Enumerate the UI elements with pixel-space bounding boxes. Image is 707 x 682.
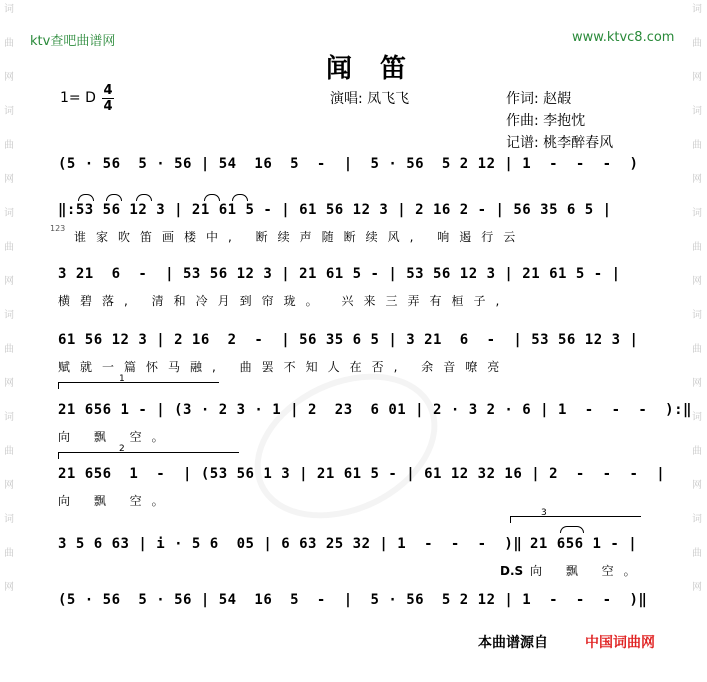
side-watermark-char: 曲 xyxy=(4,242,14,253)
slur-arc xyxy=(560,526,584,533)
side-watermark-char: 词 xyxy=(692,208,702,219)
side-watermark-char: 词 xyxy=(4,208,14,219)
score-row-4-notes: 61 56 12 3 | 2 16 2 - | 56 35 6 5 | 3 21 6 - | 53 56 12 3 | xyxy=(58,332,639,348)
score-row-4-lyrics: 赋就一篇怀马融, 曲罢不知人在否, 余音嘹亮 xyxy=(58,360,510,374)
side-watermark-char: 词 xyxy=(4,310,14,321)
side-watermark-char: 曲 xyxy=(692,140,702,151)
time-sig-bottom: 4 xyxy=(103,99,113,114)
volta-3-bracket xyxy=(510,508,641,523)
score-row-5-lyrics: 向 飘 空。 xyxy=(58,430,174,444)
side-watermark-char: 网 xyxy=(4,72,14,83)
side-watermark-char: 曲 xyxy=(692,344,702,355)
slur-arc xyxy=(78,194,94,201)
site-left-label[interactable]: ktv查吧曲谱网 xyxy=(30,34,116,49)
lyricist-credit: 作词: 赵嘏 xyxy=(506,91,572,107)
side-watermark-char: 词 xyxy=(4,514,14,525)
side-watermark-char: 网 xyxy=(4,276,14,287)
slur-arc xyxy=(136,194,152,201)
volta-1-bracket xyxy=(58,374,219,389)
side-watermark-char: 网 xyxy=(4,582,14,593)
side-watermark-char: 曲 xyxy=(4,446,14,457)
side-watermark-char: 词 xyxy=(692,412,702,423)
side-watermark-char: 网 xyxy=(692,72,702,83)
slur-arc xyxy=(232,194,248,201)
side-watermark-char: 词 xyxy=(4,106,14,117)
slur-arc xyxy=(106,194,122,201)
repeat-marker: 123 xyxy=(50,224,66,233)
score-row-5-notes: 21 656 1 - | (3 · 2 3 · 1 | 2 23 6 01 | 2 · 3 2 · 6 | 1 - - - ):‖ xyxy=(58,402,692,418)
site-right-label[interactable]: www.ktvc8.com xyxy=(572,30,675,45)
song-title: 闻笛 xyxy=(326,54,435,84)
side-watermark-char: 词 xyxy=(692,106,702,117)
score-row-1: (5 · 56 5 · 56 | 54 16 5 - | 5 · 56 5 2 12 | 1 - - - ) xyxy=(58,156,639,172)
score-row-6-notes: 21 656 1 - | (53 56 1 3 | 21 61 5 - | 61 12 32 16 | 2 - - - | xyxy=(58,466,666,482)
dal-segno-mark: D.S xyxy=(500,564,524,578)
side-watermark-char: 词 xyxy=(4,4,14,15)
side-watermark-char: 曲 xyxy=(692,446,702,457)
side-watermark-char: 网 xyxy=(692,480,702,491)
side-watermark-char: 网 xyxy=(692,276,702,287)
score-row-2-lyrics: 谁家吹笛画楼中, 断续声随断续风, 响遏行云 xyxy=(74,230,526,244)
volta-2-number: 2 xyxy=(119,444,125,454)
volta-3-number: 3 xyxy=(541,508,547,518)
side-watermark-char: 网 xyxy=(692,378,702,389)
score-row-3-lyrics: 横碧落, 清和冷月到帘珑。 兴来三弄有桓子, xyxy=(58,294,510,308)
composer-credit: 作曲: 李抱忱 xyxy=(506,113,586,129)
time-sig-top: 4 xyxy=(103,83,113,98)
volta-1-number: 1 xyxy=(119,374,125,384)
side-watermark-char: 网 xyxy=(4,174,14,185)
time-signature xyxy=(102,84,114,113)
side-watermark-char: 网 xyxy=(4,480,14,491)
center-watermark-seal xyxy=(231,346,461,547)
side-watermark-char: 曲 xyxy=(4,344,14,355)
side-watermark-char: 网 xyxy=(692,174,702,185)
transcriber-credit: 记谱: 桃李醉春风 xyxy=(506,135,614,151)
score-row-2-notes: ‖:53 56 12 3 | 21 61 5 - | 61 56 12 3 | 2 16 2 - | 56 35 6 5 | xyxy=(58,202,612,218)
side-watermark-char: 曲 xyxy=(692,548,702,559)
side-watermark-char: 词 xyxy=(4,412,14,423)
score-row-8: (5 · 56 5 · 56 | 54 16 5 - | 5 · 56 5 2 12 | 1 - - - )‖ xyxy=(58,592,648,608)
score-row-7-ending: 21 656 1 - | xyxy=(530,536,638,552)
side-watermark-char: 曲 xyxy=(4,140,14,151)
score-row-7-notes: 3 5 6 63 | i · 5 6 05 | 6 63 25 32 | 1 - - - )‖ xyxy=(58,536,523,552)
score-row-7-lyrics: 向 飘 空。 xyxy=(530,564,646,578)
source-label: 本曲谱源自 xyxy=(478,635,548,651)
side-watermark-char: 词 xyxy=(692,310,702,321)
slur-arc xyxy=(204,194,220,201)
side-watermark-char: 曲 xyxy=(4,38,14,49)
side-watermark-char: 曲 xyxy=(4,548,14,559)
key-signature: 1= D xyxy=(60,90,96,106)
right-side-watermark xyxy=(690,0,704,682)
score-row-3-notes: 3 21 6 - | 53 56 12 3 | 21 61 5 - | 53 56 12 3 | 21 61 5 - | xyxy=(58,266,621,282)
left-side-watermark xyxy=(2,0,16,682)
side-watermark-char: 网 xyxy=(692,582,702,593)
side-watermark-char: 网 xyxy=(4,378,14,389)
volta-2-bracket xyxy=(58,444,239,459)
score-row-6-lyrics: 向 飘 空。 xyxy=(58,494,174,508)
side-watermark-char: 曲 xyxy=(692,38,702,49)
side-watermark-char: 词 xyxy=(692,514,702,525)
side-watermark-char: 词 xyxy=(692,4,702,15)
singer-credit: 演唱: 凤飞飞 xyxy=(330,91,410,107)
source-site-link[interactable]: 中国词曲网 xyxy=(585,635,655,651)
side-watermark-char: 曲 xyxy=(692,242,702,253)
